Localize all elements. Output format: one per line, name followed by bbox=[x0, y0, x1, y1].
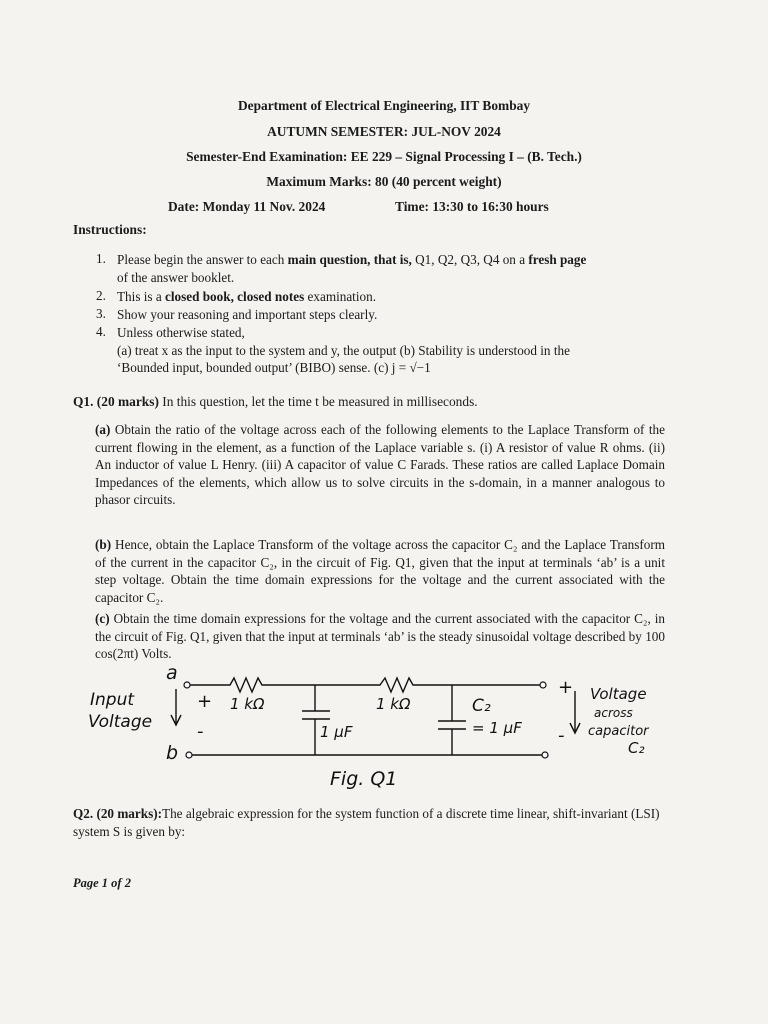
part-text: Obtain the time domain expressions for the voltage and the current associated with the capacitor C₂, in the circuit of Fig. Q1, given that the input at terminals ‘ab’ is the steady sinusoidal voltage described by 100 cos(2πt) Volts. bbox=[95, 611, 666, 661]
max-marks: Maximum Marks: 80 (40 percent weight) bbox=[266, 174, 502, 189]
figure-caption: Fig. Q1 bbox=[330, 768, 398, 790]
input-arrow bbox=[171, 689, 181, 725]
q1-label: Q1. (20 marks) bbox=[73, 394, 159, 409]
terminal-a bbox=[184, 682, 190, 688]
semester-heading: AUTUMN SEMESTER: JUL-NOV 2024 bbox=[267, 124, 501, 139]
instruction-number: 1. bbox=[96, 251, 106, 266]
capacitor-1 bbox=[302, 685, 330, 755]
resistor-2-label: 1 kΩ bbox=[376, 695, 411, 713]
instruction-text: ‘Bounded input, bounded output’ (BIBO) sense. (c) j = √−1 bbox=[117, 360, 431, 375]
top-wire-with-resistors bbox=[190, 678, 540, 692]
instructions-title: Instructions: bbox=[73, 222, 147, 237]
output-label-line4: C₂ bbox=[628, 739, 645, 757]
output-label-line2: across bbox=[594, 706, 633, 720]
output-terminal-bottom bbox=[542, 752, 548, 758]
instruction-text: Q1, Q2, Q3, Q4 on a bbox=[411, 252, 529, 267]
capacitor-2-value: = 1 μF bbox=[472, 719, 522, 737]
instruction-bold: fresh page bbox=[528, 252, 587, 267]
exam-heading: Semester-End Examination: EE 229 – Signal Processing I – (B. Tech.) bbox=[186, 149, 582, 164]
q1-part-a bbox=[95, 421, 665, 509]
output-terminal-top bbox=[540, 682, 546, 688]
instruction-3: Show your reasoning and important steps clearly. bbox=[117, 307, 378, 322]
exam-time: Time: 13:30 to 16:30 hours bbox=[395, 199, 549, 214]
resistor-1-label: 1 kΩ bbox=[230, 695, 265, 713]
input-plus-sign: + bbox=[197, 691, 213, 712]
input-minus-sign: - bbox=[197, 721, 204, 742]
node-b-label: b bbox=[166, 742, 179, 764]
q1-heading bbox=[73, 394, 673, 410]
instruction-1 bbox=[117, 251, 677, 286]
instruction-text: This is a bbox=[117, 289, 165, 304]
exam-date: Date: Monday 11 Nov. 2024 bbox=[168, 199, 326, 214]
instruction-2 bbox=[117, 288, 376, 306]
instruction-number: 4. bbox=[96, 324, 106, 339]
output-minus-sign: - bbox=[558, 725, 565, 746]
instruction-text: (a) treat x as the input to the system and y, the output (b) Stability is understood in the bbox=[117, 342, 570, 358]
q1-intro: In this question, let the time t be measured in milliseconds. bbox=[158, 394, 478, 409]
department-heading: Department of Electrical Engineering, IIT Bombay bbox=[237, 98, 531, 113]
part-label: (b) bbox=[95, 537, 112, 552]
output-label-line3: capacitor bbox=[588, 724, 649, 739]
part-text: Obtain the ratio of the voltage across each of the following elements to the Laplace Transform of the current flowing in the element, as a function of the Laplace variable s. (i) A resistor of value R ohms. (ii) An inductor of value L Henry. (iii) A capacitor of value C Farads. These ratios are called Laplace Domain Impedances of the elements, which allow us to solve circuits in the s-domain, in a manner analogous to phasor circuits. bbox=[95, 422, 666, 507]
instruction-bold: closed book, closed notes bbox=[165, 289, 305, 304]
q2-block bbox=[73, 805, 673, 840]
output-label-line1: Voltage bbox=[590, 685, 647, 703]
part-text: Hence, obtain the Laplace Transform of the voltage across the capacitor C₂ and the Laplace Transform of the current in the capacitor C₂, in the circuit of Fig. Q1, given that the input at terminals ‘ab’ is a unit step voltage. Obtain the time domain expressions for the voltage and the current associated with the capacitor C₂. bbox=[95, 537, 666, 605]
capacitor-2 bbox=[438, 685, 466, 755]
capacitor-1-label: 1 μF bbox=[320, 723, 353, 741]
instruction-4 bbox=[117, 324, 677, 377]
q1-part-c bbox=[95, 610, 665, 663]
instruction-text: of the answer booklet. bbox=[117, 269, 235, 285]
capacitor-2-name: C₂ bbox=[472, 696, 491, 716]
instruction-number: 2. bbox=[96, 288, 106, 303]
q2-label: Q2. (20 marks): bbox=[73, 806, 163, 821]
input-label-line1: Input bbox=[90, 690, 135, 710]
node-a-label: a bbox=[166, 665, 178, 684]
part-label: (c) bbox=[95, 611, 110, 626]
instruction-text: Unless otherwise stated, bbox=[117, 325, 245, 340]
page-number: Page 1 of 2 bbox=[73, 876, 131, 890]
instruction-text: Please begin the answer to each bbox=[117, 252, 288, 267]
output-plus-sign: + bbox=[558, 677, 574, 698]
part-label: (a) bbox=[95, 422, 111, 437]
q2-text: The algebraic expression for the system function of a discrete time linear, shift-invariant (LSI) system S is given by: bbox=[73, 806, 660, 839]
input-label-line2: Voltage bbox=[88, 712, 153, 732]
circuit-figure bbox=[80, 665, 700, 800]
q1-part-b bbox=[95, 536, 665, 606]
instruction-number: 3. bbox=[96, 306, 106, 321]
terminal-b bbox=[186, 752, 192, 758]
instruction-text: examination. bbox=[304, 289, 376, 304]
instruction-bold: main question, that is, bbox=[287, 252, 412, 267]
